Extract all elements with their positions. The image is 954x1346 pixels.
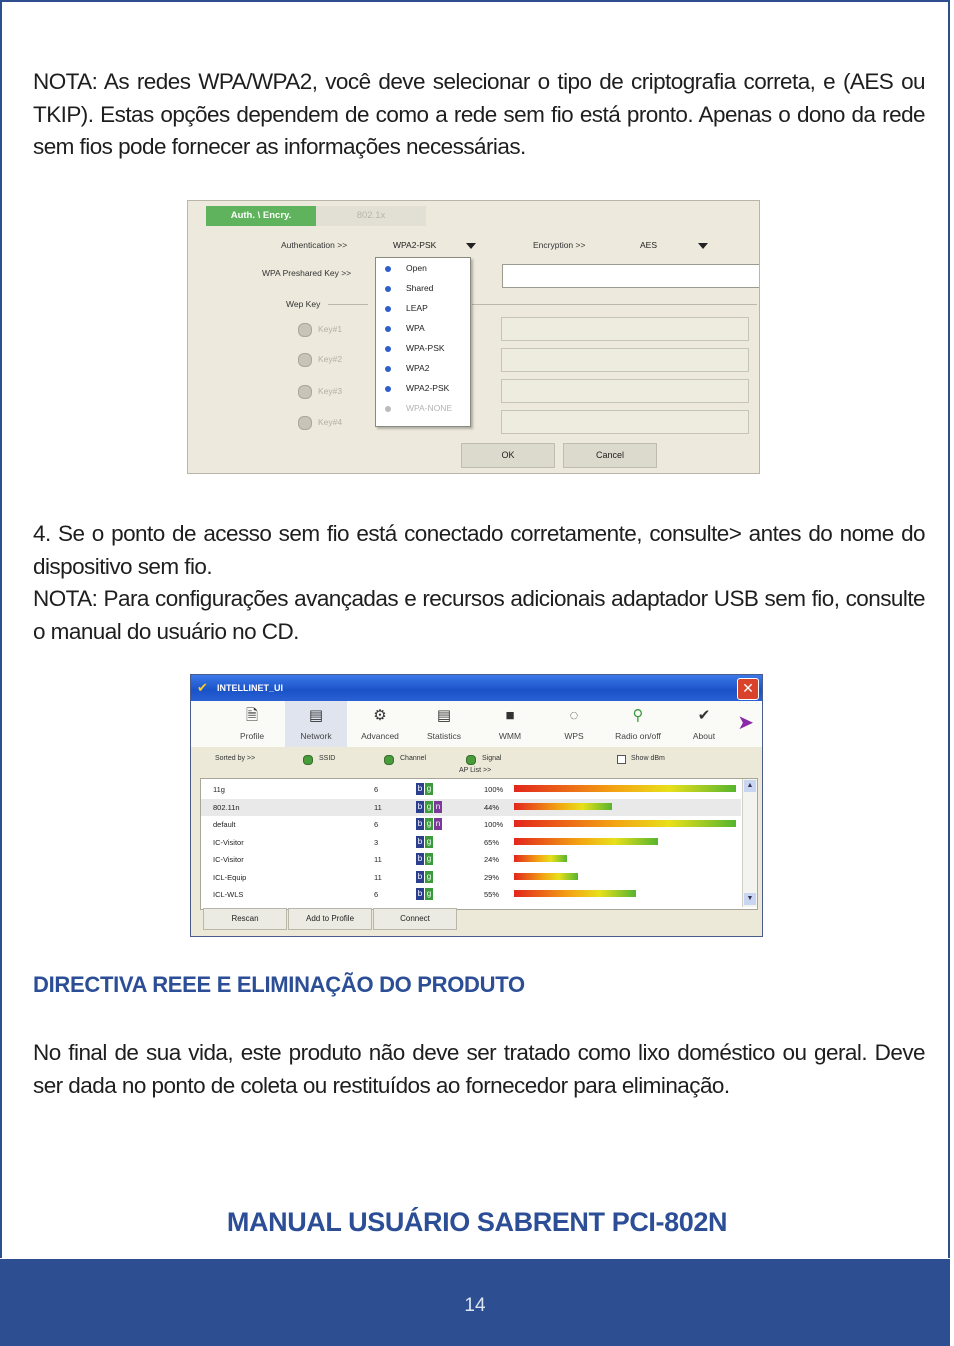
table-row[interactable] bbox=[201, 834, 741, 851]
sort-ssid-label: SSID bbox=[319, 755, 336, 762]
mode-b-icon: b bbox=[417, 836, 423, 846]
ok-button[interactable]: OK bbox=[461, 443, 555, 468]
key2-input[interactable] bbox=[501, 348, 749, 372]
ap-channel: 6 bbox=[374, 820, 379, 829]
mode-n-icon: n bbox=[435, 819, 441, 828]
cancel-button[interactable]: Cancel bbox=[563, 443, 657, 468]
table-row[interactable] bbox=[201, 816, 741, 833]
section-heading: DIRECTIVA REEE E ELIMINAÇÃO DO PRODUTO bbox=[33, 972, 525, 997]
page-number: 14 bbox=[464, 1295, 486, 1316]
option-wpa2[interactable]: WPA2 bbox=[376, 359, 470, 379]
wps-icon: ◌ bbox=[569, 707, 579, 724]
ap-signal-percent: 100% bbox=[484, 820, 504, 829]
mode-b-icon: b bbox=[417, 889, 423, 898]
signal-bar bbox=[514, 820, 736, 827]
mode-g-icon: g bbox=[426, 871, 432, 881]
tab-auth-encry[interactable]: Auth. \ Encry. bbox=[206, 206, 316, 226]
mode-n-icon: n bbox=[435, 801, 441, 811]
ap-channel: 3 bbox=[374, 837, 379, 847]
tab-8021x[interactable]: 802.1x bbox=[316, 206, 426, 226]
mode-g-icon: g bbox=[426, 784, 432, 793]
toolbar-about[interactable]: ✔ About bbox=[692, 707, 716, 741]
mode-g-icon: g bbox=[426, 836, 432, 846]
table-row[interactable] bbox=[201, 799, 741, 816]
signal-bar bbox=[514, 803, 612, 810]
option-wpa-none[interactable]: WPA-NONE bbox=[376, 399, 470, 419]
key4-input[interactable] bbox=[501, 410, 749, 434]
title-bar bbox=[191, 675, 762, 701]
mode-b-icon: b bbox=[417, 819, 423, 828]
ap-ssid: IC-Visitor bbox=[213, 837, 244, 847]
scrollbar[interactable] bbox=[742, 779, 757, 907]
toolbar-profile[interactable]: 🗎 Profile bbox=[239, 707, 265, 741]
authentication-dropdown bbox=[375, 257, 471, 427]
ap-channel: 11 bbox=[374, 855, 382, 864]
sort-signal-radio[interactable] bbox=[466, 755, 476, 765]
sort-signal-label: Signal bbox=[482, 755, 502, 762]
close-icon[interactable]: ✕ bbox=[737, 678, 759, 700]
ap-ssid: 11g bbox=[213, 785, 225, 794]
key1-input[interactable] bbox=[501, 317, 749, 341]
option-wpa-psk[interactable]: WPA-PSK bbox=[376, 339, 470, 359]
about-icon: ✔ bbox=[697, 707, 711, 724]
signal-bar bbox=[514, 785, 736, 792]
sort-channel-radio[interactable] bbox=[384, 755, 394, 765]
chevron-down-icon[interactable] bbox=[698, 243, 708, 249]
authentication-select[interactable]: WPA2-PSK bbox=[393, 240, 437, 250]
rescan-button[interactable]: Rescan bbox=[203, 908, 287, 930]
sort-ssid-radio[interactable] bbox=[303, 755, 313, 765]
option-wpa2-psk[interactable]: WPA2-PSK bbox=[376, 379, 470, 399]
scroll-up-icon[interactable]: ▲ bbox=[744, 780, 756, 792]
encryption-label: Encryption >> bbox=[533, 240, 586, 250]
toolbar-wps[interactable]: ◌ WPS bbox=[564, 707, 584, 741]
window-title: INTELLINET_UI bbox=[217, 683, 284, 693]
table-row[interactable] bbox=[201, 869, 741, 886]
connect-button[interactable]: Connect bbox=[373, 908, 457, 930]
divider bbox=[472, 304, 757, 305]
encryption-select[interactable]: AES bbox=[640, 240, 658, 250]
scroll-down-icon[interactable]: ▼ bbox=[744, 893, 756, 905]
wep-key-label: Wep Key bbox=[286, 299, 321, 309]
ap-signal-percent: 29% bbox=[484, 872, 500, 882]
signal-bar bbox=[514, 890, 636, 897]
table-row[interactable] bbox=[201, 851, 741, 868]
ap-channel: 11 bbox=[374, 872, 382, 882]
toolbar-wmm[interactable]: ■ WMM bbox=[498, 707, 522, 741]
preshared-key-input[interactable] bbox=[502, 264, 760, 288]
show-dbm-checkbox[interactable] bbox=[617, 755, 626, 764]
sort-bar bbox=[199, 753, 754, 767]
chevron-down-icon[interactable] bbox=[466, 243, 476, 249]
note-paragraph: NOTA: As redes WPA/WPA2, você deve selecionar o tipo de criptografia correta, e (AES ou TKIP). Estas opções dependem de como a rede sem fio está pronto. Apenas o dono da rede sem fios pode fornecer as informações necessárias. bbox=[33, 69, 925, 159]
toolbar-radio[interactable]: ⚲ Radio on/off bbox=[615, 707, 661, 741]
ap-signal-percent: 100% bbox=[484, 785, 504, 794]
manual-title: MANUAL USUÁRIO SABRENT PCI-802N bbox=[226, 1207, 728, 1237]
mode-g-icon: g bbox=[426, 889, 432, 898]
ap-channel: 6 bbox=[374, 890, 379, 899]
auth-encryption-dialog: Auth. \ Encry. 802.1x Authentication >> WPA2-PSK Encryption >> AES WPA Preshared Key >> Wep Key Key#1 Key#2 Key#3 Key#4 Open Shared LEAP WPA WPA-PSK WPA2 WPA2-PSK WPA-NONE OK Cancel bbox=[187, 200, 760, 474]
signal-bar bbox=[514, 838, 658, 845]
ap-signal-percent: 55% bbox=[484, 890, 500, 899]
ap-signal-percent: 24% bbox=[484, 855, 500, 864]
mode-g-icon: g bbox=[426, 819, 432, 828]
authentication-label: Authentication >> bbox=[281, 240, 348, 250]
network-icon: ▤ bbox=[308, 707, 324, 724]
option-shared[interactable]: Shared bbox=[376, 279, 470, 299]
sort-channel-label: Channel bbox=[400, 755, 427, 762]
sorted-by-label: Sorted by >> bbox=[215, 755, 256, 762]
ap-list bbox=[200, 778, 758, 910]
signal-bar bbox=[514, 855, 567, 862]
toolbar bbox=[191, 701, 762, 747]
toolbar-statistics[interactable]: ▤ Statistics bbox=[426, 707, 461, 741]
wmm-icon: ■ bbox=[505, 707, 515, 724]
ap-signal-percent: 65% bbox=[484, 837, 500, 847]
signal-bar bbox=[514, 873, 578, 880]
ap-ssid: ICL-Equip bbox=[213, 872, 247, 882]
option-open[interactable]: Open bbox=[376, 259, 470, 279]
disposal-paragraph: No final de sua vida, este produto não deve ser tratado como lixo doméstico ou geral. Deve ser dada no ponto de coleta ou restituídos ao fornecedor para eliminação. bbox=[33, 1040, 925, 1098]
ap-channel: 6 bbox=[374, 785, 379, 794]
profile-icon: 🗎 bbox=[245, 707, 259, 724]
statistics-icon: ▤ bbox=[436, 707, 452, 724]
show-dbm-label: Show dBm bbox=[631, 755, 665, 762]
app-logo-icon: ✔ bbox=[197, 680, 208, 695]
ap-channel: 11 bbox=[374, 802, 382, 812]
ap-ssid: IC-Visitor bbox=[213, 855, 244, 864]
ap-ssid: ICL-WLS bbox=[213, 890, 244, 899]
add-to-profile-button[interactable]: Add to Profile bbox=[288, 908, 372, 930]
toolbar-advanced[interactable]: ⚙ Advanced bbox=[361, 707, 399, 741]
option-leap[interactable]: LEAP bbox=[376, 299, 470, 319]
ap-ssid: default bbox=[213, 820, 236, 829]
mode-b-icon: b bbox=[417, 854, 423, 863]
key3-input[interactable] bbox=[501, 379, 749, 403]
preshared-key-label: WPA Preshared Key >> bbox=[262, 268, 352, 278]
intellinet-ui-window bbox=[190, 674, 763, 937]
arrow-right-icon[interactable]: ➤ bbox=[737, 712, 754, 734]
table-row[interactable] bbox=[201, 781, 741, 798]
mode-b-icon: b bbox=[417, 801, 423, 811]
ap-ssid: 802.11n bbox=[213, 802, 240, 812]
advanced-icon: ⚙ bbox=[373, 707, 387, 724]
toolbar-network[interactable]: ▤ Network bbox=[285, 701, 347, 747]
radio-icon: ⚲ bbox=[632, 707, 644, 724]
ap-signal-percent: 44% bbox=[484, 802, 500, 812]
table-row[interactable] bbox=[201, 886, 741, 903]
divider bbox=[328, 304, 368, 305]
step4-paragraph: 4. Se o ponto de acesso sem fio está conectado corretamente, consulte> antes do nome do dispositivo sem fio. NOTA: Para configurações avançadas e recursos adicionais adaptador USB sem fio, consulte o manual do usuário no CD. bbox=[33, 521, 925, 644]
mode-g-icon: g bbox=[426, 801, 432, 811]
mode-b-icon: b bbox=[417, 784, 423, 793]
mode-b-icon: b bbox=[417, 871, 423, 881]
option-wpa[interactable]: WPA bbox=[376, 319, 470, 339]
mode-g-icon: g bbox=[426, 854, 432, 863]
ap-list-label: AP List >> bbox=[459, 767, 492, 774]
